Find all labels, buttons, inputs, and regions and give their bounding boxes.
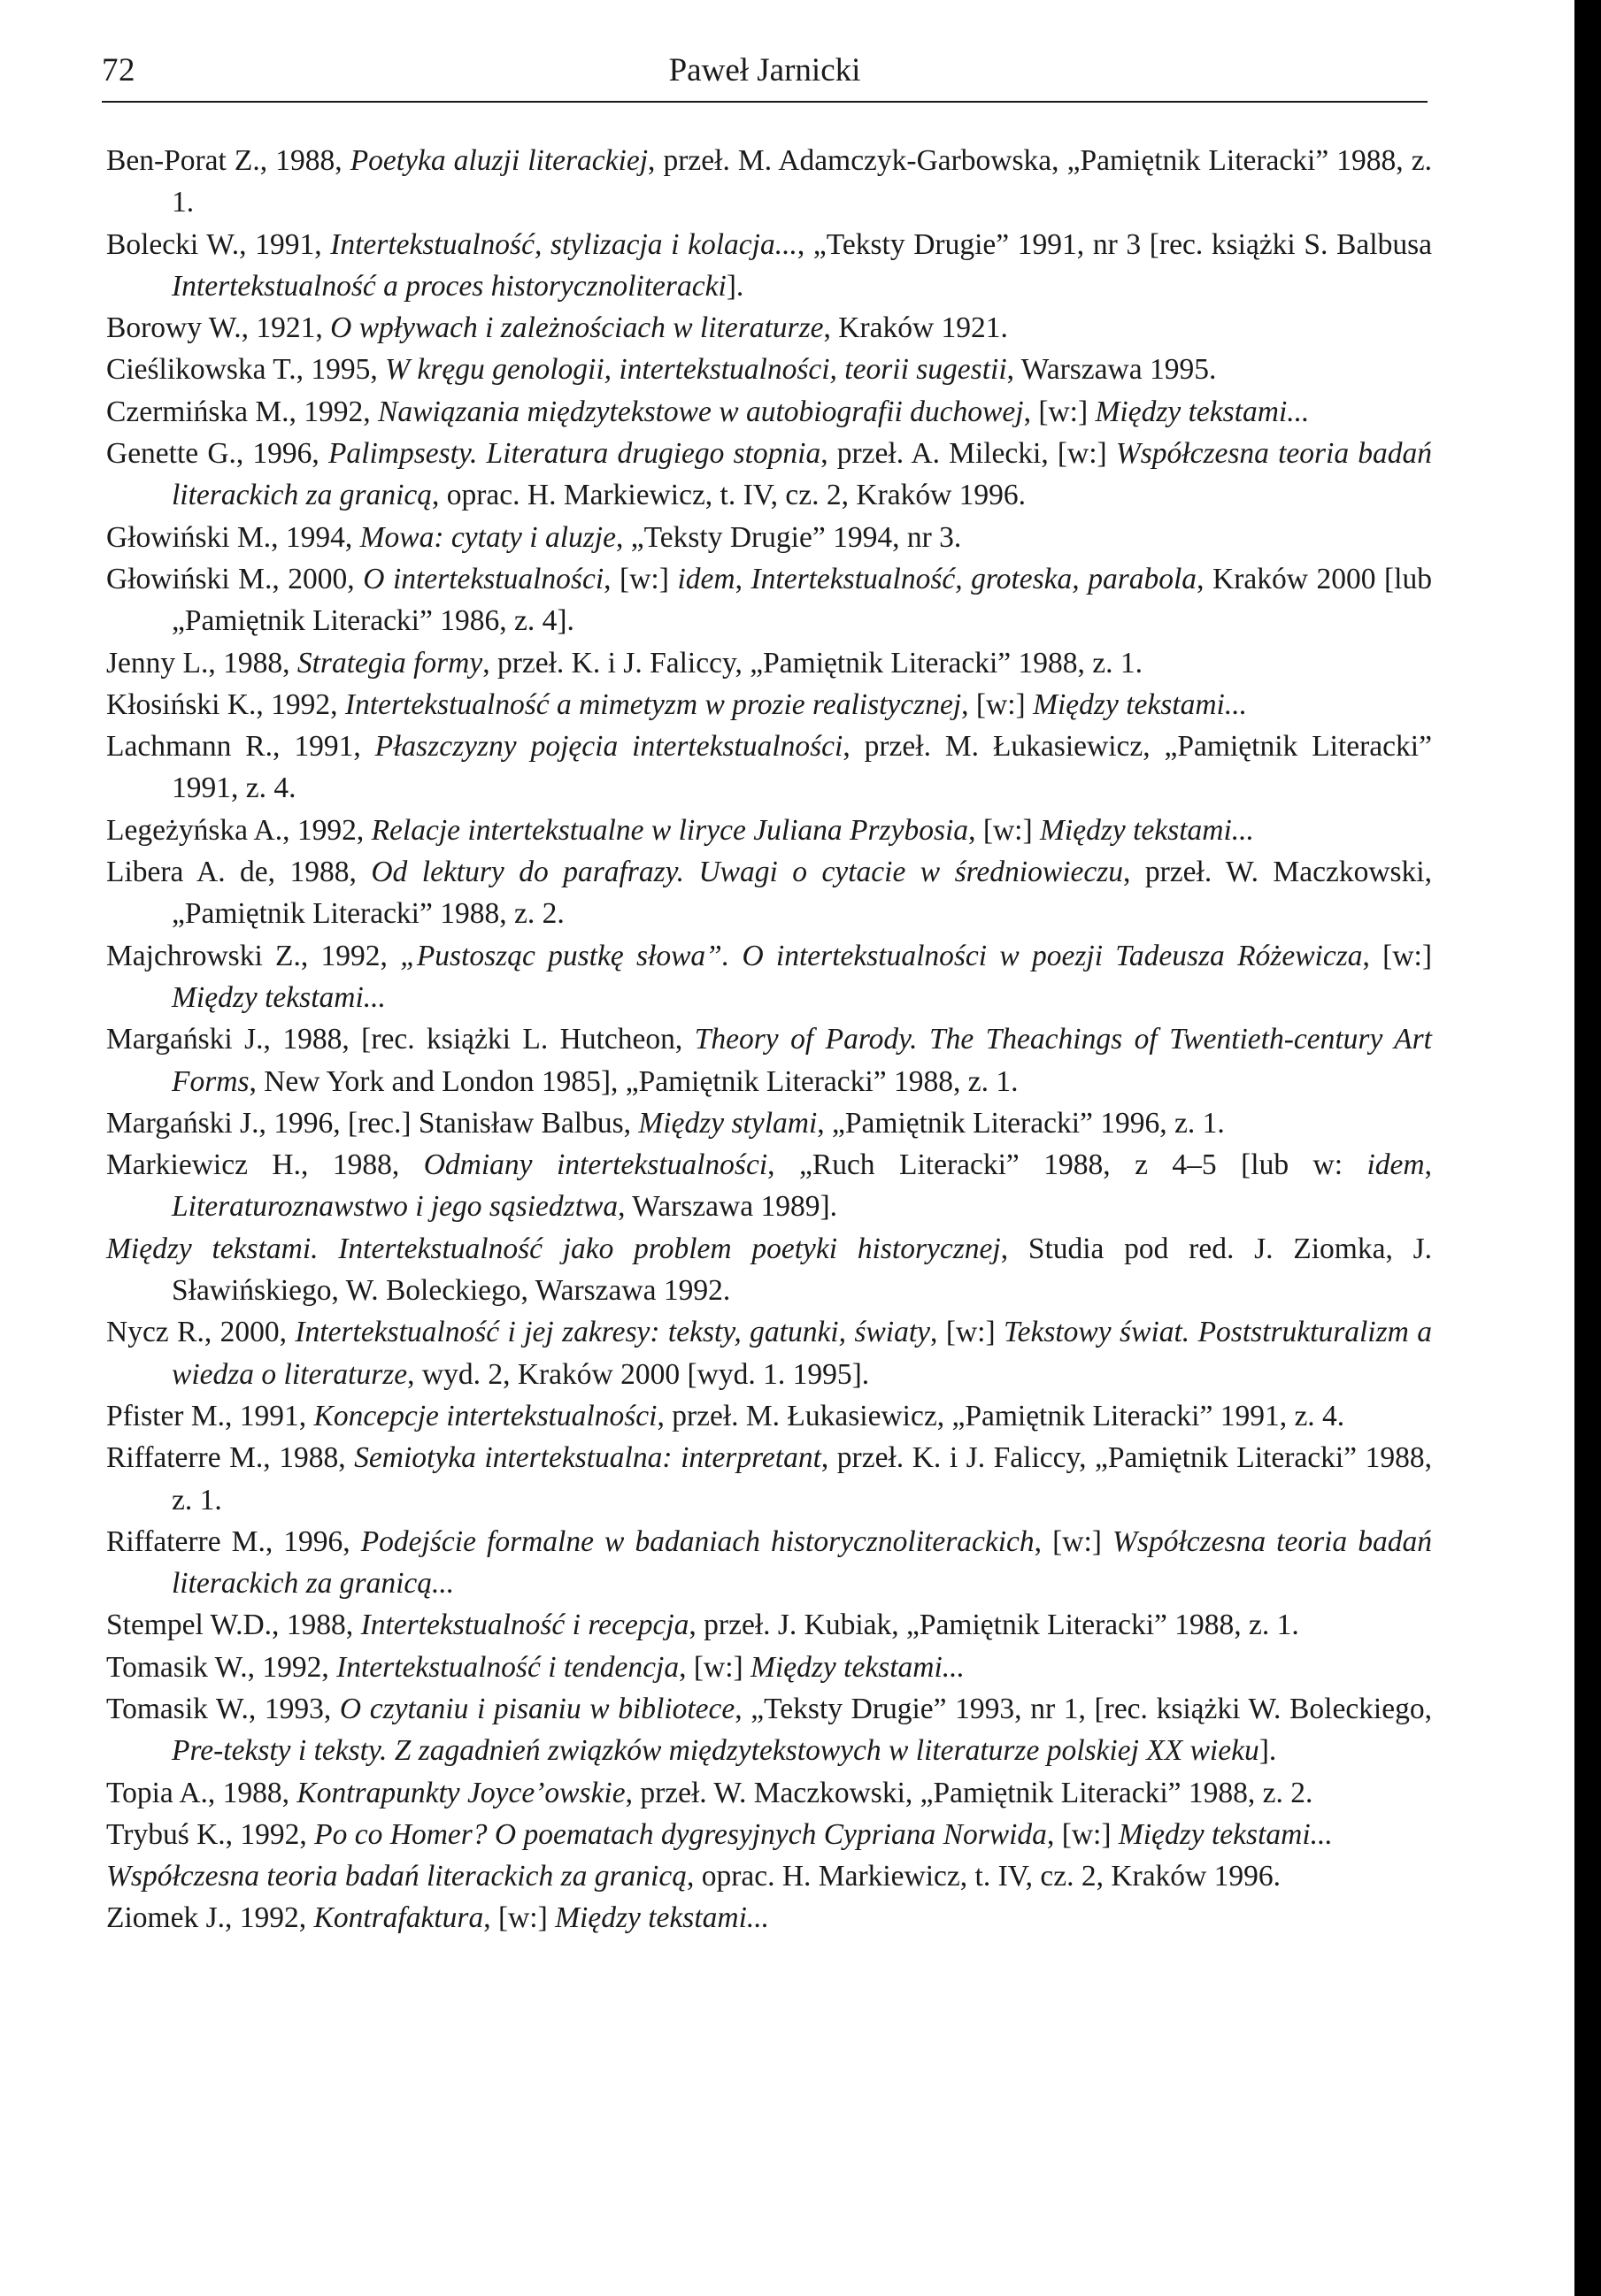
- bibliography-entry: [106, 1521, 1432, 1605]
- entry-title-text: Płaszczyzny pojęcia intertekstualności: [374, 730, 843, 764]
- entry-title-text: idem: [677, 562, 735, 595]
- entry-text: Cieślikowska T., 1995,: [106, 353, 386, 387]
- entry-title-text: Między tekstami...: [750, 1650, 965, 1684]
- entry-text: , Kraków 2000 [lub „Pamiętnik Literacki” 1986, z. 4].: [172, 562, 1432, 638]
- entry-title-text: Intertekstualność, stylizacja i kolacja...: [330, 227, 797, 261]
- bibliography-entry: [106, 391, 1432, 433]
- entry-text: Ziomek J., 1992,: [106, 1901, 314, 1935]
- entry-title-text: O czytaniu i pisaniu w bibliotece: [339, 1692, 735, 1725]
- bibliography-entry: [106, 851, 1432, 935]
- entry-text: , [w:]: [483, 1901, 556, 1935]
- bibliography-entry: [106, 642, 1432, 684]
- bibliography-entry: [106, 726, 1432, 810]
- entry-title-text: Między tekstami...: [172, 980, 386, 1014]
- entry-text: Tomasik W., 1993,: [106, 1692, 340, 1725]
- entry-text: Genette G., 1996,: [106, 437, 328, 471]
- entry-title-text: Koncepcje intertekstualności: [313, 1399, 658, 1432]
- entry-text: , przeł. W. Maczkowski, „Pamiętnik Literacki” 1988, z. 2.: [172, 856, 1432, 931]
- entry-text: Margański J., 1996, [rec.] Stanisław Balbus,: [106, 1106, 639, 1140]
- entry-text: , przeł. J. Kubiak, „Pamiętnik Literacki” 1988, z. 1.: [689, 1609, 1299, 1642]
- entry-text: ].: [1258, 1734, 1277, 1768]
- entry-text: , [w:]: [968, 813, 1040, 847]
- bibliography-entry: [106, 1144, 1432, 1228]
- entry-text: Libera A. de, 1988,: [106, 856, 372, 889]
- bibliography-entry: [106, 1772, 1432, 1814]
- entry-text: Jenny L., 1988,: [106, 646, 297, 680]
- bibliography-list: [106, 140, 1432, 1939]
- bibliography-entry: [106, 517, 1432, 558]
- entry-text: , [w:]: [1362, 939, 1432, 972]
- entry-text: Głowiński M., 1994,: [106, 520, 360, 554]
- bibliography-entry: [106, 935, 1432, 1019]
- entry-text: Tomasik W., 1992,: [106, 1650, 337, 1684]
- entry-title-text: Między tekstami...: [1095, 395, 1310, 428]
- entry-text: , Kraków 1921.: [823, 311, 1008, 345]
- entry-text: , „Pamiętnik Literacki” 1996, z. 1.: [817, 1106, 1225, 1140]
- entry-title-text: Odmiany intertekstualności: [423, 1148, 768, 1182]
- entry-text: Bolecki W., 1991,: [106, 227, 331, 261]
- entry-title-text: Między tekstami...: [1118, 1817, 1333, 1851]
- entry-title-text: Palimpsesty. Literatura drugiego stopnia: [327, 437, 821, 471]
- entry-text: Riffaterre M., 1996,: [106, 1524, 361, 1558]
- entry-text: , Warszawa 1995.: [1006, 353, 1217, 387]
- bibliography-entry: [106, 558, 1432, 642]
- entry-title-text: Intertekstualność a proces historycznoliteracki: [172, 269, 727, 303]
- entry-text: , [w:]: [1034, 1524, 1113, 1558]
- bibliography-entry: [106, 433, 1432, 517]
- bibliography-entry: [106, 140, 1432, 224]
- bibliography-entry: [106, 1647, 1432, 1688]
- entry-text: ].: [726, 269, 744, 303]
- bibliography-entry: [106, 1897, 1432, 1939]
- page-edge-bar: [1574, 0, 1601, 2296]
- entry-title-text: Intertekstualność i tendencja: [336, 1650, 680, 1684]
- bibliography-entry: [106, 307, 1432, 349]
- entry-text: , przeł. A. Milecki, [w:]: [820, 437, 1116, 471]
- entry-text: , przeł. M. Łukasiewicz, „Pamiętnik Literacki” 1991, z. 4.: [657, 1399, 1345, 1432]
- entry-title-text: Mowa: cytaty i aluzje: [359, 520, 616, 554]
- entry-text: Stempel W.D., 1988,: [106, 1609, 361, 1642]
- entry-text: , Studia pod red. J. Ziomka, J. Sławińskiego, W. Boleckiego, Warszawa 1992.: [172, 1232, 1432, 1308]
- entry-text: Riffaterre M., 1988,: [106, 1441, 355, 1475]
- entry-title-text: Współczesna teoria badań literackich za granicą: [172, 437, 1432, 512]
- entry-text: Czermińska M., 1992,: [106, 395, 379, 428]
- bibliography-entry: [106, 349, 1432, 390]
- entry-text: , Warszawa 1989].: [618, 1190, 837, 1224]
- entry-text: , wyd. 2, Kraków 2000 [wyd. 1. 1995].: [407, 1357, 870, 1391]
- entry-text: Kłosiński K., 1992,: [106, 687, 345, 721]
- bibliography-entry: [106, 1814, 1432, 1855]
- entry-text: , przeł. W. Maczkowski, „Pamiętnik Literacki” 1988, z. 2.: [625, 1776, 1313, 1809]
- entry-title-text: Theory of Parody. The Theachings of Twentieth-century Art Forms: [172, 1023, 1432, 1098]
- bibliography-entry: [106, 1688, 1432, 1772]
- entry-text: Legeżyńska A., 1992,: [106, 813, 372, 847]
- entry-text: Głowiński M., 2000,: [106, 562, 364, 595]
- entry-title-text: Po co Homer? O poematach dygresyjnych Cypriana Norwida: [314, 1817, 1047, 1851]
- bibliography-entry: [106, 1604, 1432, 1646]
- entry-title-text: Tekstowy świat. Poststrukturalizm a wiedza o literaturze: [172, 1316, 1433, 1391]
- entry-text: , przeł. M. Adamczyk-Garbowska, „Pamiętnik Literacki” 1988, z. 1.: [172, 144, 1432, 219]
- entry-title-text: Semiotyka intertekstualna: interpretant: [354, 1441, 821, 1475]
- entry-text: Borowy W., 1921,: [106, 311, 331, 345]
- entry-text: Pfister M., 1991,: [106, 1399, 314, 1432]
- bibliography-entry: [106, 224, 1432, 308]
- entry-title-text: idem: [1366, 1148, 1425, 1182]
- entry-text: , „Teksty Drugie” 1993, nr 1, [rec. książki W. Boleckiego,: [735, 1692, 1432, 1725]
- bibliography-entry: [106, 1437, 1432, 1521]
- entry-title-text: W kręgu genologii, intertekstualności, teorii sugestii: [385, 353, 1007, 387]
- entry-title-text: Współczesna teoria badań literackich za granicą...: [172, 1524, 1432, 1601]
- entry-text: Margański J., 1988, [rec. książki L. Hutcheon,: [106, 1023, 695, 1056]
- entry-text: Topia A., 1988,: [106, 1776, 297, 1809]
- entry-title-text: O intertekstualności: [363, 562, 604, 595]
- entry-text: , oprac. H. Markiewicz, t. IV, cz. 2, Kraków 1996.: [686, 1860, 1281, 1893]
- entry-text: , [w:]: [679, 1650, 751, 1684]
- bibliography-entry: [106, 1018, 1432, 1102]
- entry-title-text: O wpływach i zależnościach w literaturze: [330, 311, 824, 345]
- page-number: 72: [102, 52, 135, 88]
- entry-text: Majchrowski Z., 1992,: [106, 939, 401, 972]
- entry-text: , [w:]: [930, 1316, 1004, 1349]
- bibliography-entry: [106, 1855, 1432, 1897]
- entry-text: , przeł. M. Łukasiewicz, „Pamiętnik Literacki” 1991, z. 4.: [172, 730, 1432, 805]
- entry-text: , [w:]: [1023, 395, 1096, 428]
- entry-title-text: Relacje intertekstualne w liryce Juliana Przybosia: [371, 813, 969, 847]
- entry-title-text: Między tekstami...: [1040, 813, 1254, 847]
- entry-title-text: Kontrapunkty Joyce’owskie: [296, 1776, 626, 1809]
- entry-text: , New York and London 1985], „Pamiętnik Literacki” 1988, z. 1.: [249, 1064, 1019, 1098]
- entry-text: , [w:]: [604, 562, 678, 595]
- entry-title-text: Między stylami: [638, 1106, 818, 1140]
- entry-text: , [w:]: [961, 687, 1034, 721]
- entry-text: Ben-Porat Z., 1988,: [106, 144, 350, 177]
- bibliography-entry: [106, 810, 1432, 851]
- entry-title-text: Intertekstualność a mimetyzm w prozie realistycznej: [344, 687, 962, 721]
- entry-text: ,: [1424, 1148, 1432, 1182]
- entry-title-text: Intertekstualność, groteska, parabola: [750, 562, 1197, 595]
- entry-text: , oprac. H. Markiewicz, t. IV, cz. 2, Kraków 1996.: [432, 479, 1027, 512]
- page-header: [102, 51, 1428, 101]
- bibliography-entry: [106, 1228, 1432, 1312]
- entry-text: , „Ruch Literacki” 1988, z 4–5 [lub w:: [767, 1148, 1367, 1182]
- entry-text: ,: [735, 562, 751, 595]
- entry-title-text: Między tekstami...: [1033, 687, 1247, 721]
- entry-title-text: Między tekstami. Intertekstualność jako problem poetyki historycznej: [106, 1232, 1001, 1265]
- entry-text: , [w:]: [1046, 1817, 1119, 1851]
- entry-text: Nycz R., 2000,: [106, 1316, 296, 1349]
- bibliography-entry: [106, 684, 1432, 726]
- entry-title-text: Pre-teksty i teksty. Z zagadnień związków międzytekstowych w literaturze polskiej XX wieku: [172, 1734, 1259, 1768]
- running-head: Paweł Jarnicki: [668, 52, 861, 88]
- entry-title-text: „Pustosząc pustkę słowa”. O intertekstualności w poezji Tadeusza Różewicza: [400, 939, 1363, 972]
- entry-title-text: Literaturoznawstwo i jego sąsiedztwa: [172, 1190, 619, 1224]
- entry-title-text: Kontrafaktura: [313, 1901, 484, 1935]
- entry-title-text: Współczesna teoria badań literackich za granicą: [106, 1860, 687, 1893]
- entry-title-text: Strategia formy: [296, 646, 483, 680]
- entry-text: , „Teksty Drugie” 1994, nr 3.: [615, 520, 962, 554]
- entry-text: , przeł. K. i J. Faliccy, „Pamiętnik Literacki” 1988, z. 1.: [172, 1441, 1432, 1517]
- bibliography-entry: [106, 1102, 1432, 1144]
- entry-text: Trybuś K., 1992,: [106, 1817, 315, 1851]
- entry-title-text: Intertekstualność i jej zakresy: teksty, gatunki, światy: [295, 1316, 931, 1349]
- entry-title-text: Poetyka aluzji literackiej: [350, 144, 649, 177]
- entry-title-text: Od lektury do parafrazy. Uwagi o cytacie w średniowieczu: [371, 856, 1124, 889]
- entry-title-text: Nawiązania międzytekstowe w autobiografii duchowej: [378, 395, 1024, 428]
- bibliography-entry: [106, 1311, 1432, 1395]
- entry-title-text: Między tekstami...: [555, 1901, 770, 1935]
- entry-text: , przeł. K. i J. Faliccy, „Pamiętnik Literacki” 1988, z. 1.: [482, 646, 1143, 680]
- entry-title-text: Intertekstualność i recepcja: [360, 1609, 689, 1642]
- entry-text: , „Teksty Drugie” 1991, nr 3 [rec. książki S. Balbusa: [797, 227, 1432, 261]
- bibliography-entry: [106, 1395, 1432, 1437]
- entry-text: Markiewicz H., 1988,: [106, 1148, 424, 1182]
- header-rule: [102, 101, 1428, 103]
- entry-title-text: Podejście formalne w badaniach historycznoliterackich: [360, 1524, 1035, 1558]
- entry-text: Lachmann R., 1991,: [106, 730, 375, 764]
